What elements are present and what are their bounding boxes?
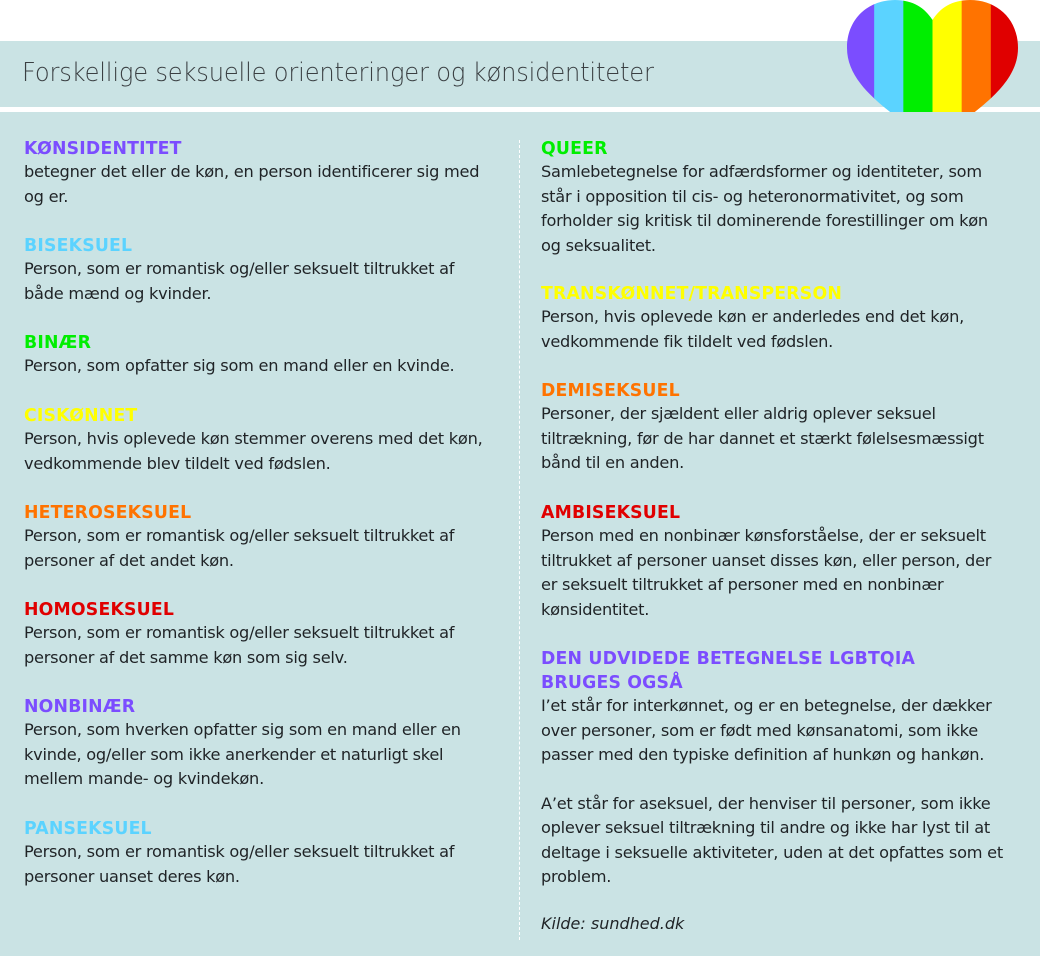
term-definition: Person, som hverken opfatter sig som en mand eller en kvinde, og/eller som ikke anerkender et naturligt skel mellem mande- og kvindekøn. <box>24 720 461 788</box>
term-konsidentitet <box>24 138 504 209</box>
term-definition: Person, som er romantisk og/eller seksuelt tiltrukket af personer uanset deres køn. <box>24 842 455 886</box>
term-definition: Personer, der sjældent eller aldrig oplever seksuel tiltrækning, før de har dannet et stærkt følelsesmæssigt bånd til en anden. <box>541 404 984 472</box>
term-transkonnet <box>541 283 1021 354</box>
term-definition: Person, hvis oplevede køn stemmer overens med det køn, vedkommende blev tildelt ved fødslen. <box>24 429 483 473</box>
column-divider <box>519 140 520 940</box>
term-heading: DEMISEKSUEL <box>541 380 680 401</box>
term-heading-line: BRUGES OGSÅ <box>541 672 683 693</box>
term-heading-line: DEN UDVIDEDE BETEGNELSE LGBTQIA <box>541 648 916 669</box>
term-definition: Person, som opfatter sig som en mand eller en kvinde. <box>24 356 455 375</box>
term-nonbinaer <box>24 696 504 792</box>
term-heading: NONBINÆR <box>24 696 136 717</box>
term-heading: TRANSKØNNET/TRANSPERSON <box>541 283 842 304</box>
term-heading: QUEER <box>541 138 608 159</box>
term-heading: PANSEKSUEL <box>24 818 152 839</box>
term-heading: BINÆR <box>24 332 92 353</box>
term-definition: Person, hvis oplevede køn er anderledes end det køn, vedkommende fik tildelt ved fødslen. <box>541 307 964 351</box>
term-homoseksuel <box>24 599 504 670</box>
page-title: Forskellige seksuelle orienteringer og kønsidentiteter <box>22 58 654 88</box>
term-lgbtqia <box>541 648 1021 890</box>
term-definition: Person, som er romantisk og/eller seksuelt tiltrukket af både mænd og kvinder. <box>24 259 455 303</box>
source-credit: Kilde: sundhed.dk <box>541 914 685 933</box>
term-ciskonnet <box>24 405 504 476</box>
term-ambiseksuel <box>541 502 1021 622</box>
term-biseksuel <box>24 235 504 306</box>
term-heading: BISEKSUEL <box>24 235 133 256</box>
term-queer <box>541 138 1021 258</box>
term-heading: KØNSIDENTITET <box>24 138 182 159</box>
term-heading: HOMOSEKSUEL <box>24 599 175 620</box>
term-panseksuel <box>24 818 504 889</box>
term-heading: AMBISEKSUEL <box>541 502 681 523</box>
term-definition: Person, som er romantisk og/eller seksuelt tiltrukket af personer af det andet køn. <box>24 526 455 570</box>
term-heading: HETEROSEKSUEL <box>24 502 192 523</box>
term-demiseksuel <box>541 380 1021 476</box>
term-binaer <box>24 332 504 379</box>
term-heteroseksuel <box>24 502 504 573</box>
term-heading: CISKØNNET <box>24 405 138 426</box>
term-definition: Samlebetegnelse for adfærdsformer og identiteter, som står i opposition til cis- og heteronormativitet, og som forholder sig kritisk til dominerende forestillinger om køn og seksualitet. <box>541 162 988 255</box>
term-definition-2: A’et står for aseksuel, der henviser til personer, som ikke oplever seksuel tiltrækning til andre og ikke har lyst til at deltage i seksuelle aktiviteter, uden at det opfattes som et problem. <box>541 793 1003 886</box>
term-definition: Person med en nonbinær kønsforståelse, der er seksuelt tiltrukket af personer uanset disses køn, eller person, der er seksuelt tiltrukket af personer med en nonbinær kønsidentitet. <box>541 526 992 619</box>
term-definition: I’et står for interkønnet, og er en betegnelse, der dækker over personer, som er født med kønsanatomi, som ikke passer med den typiske definition af hunkøn og hankøn. <box>541 696 992 764</box>
term-definition: betegner det eller de køn, en person identificerer sig med og er. <box>24 162 480 206</box>
term-definition: Person, som er romantisk og/eller seksuelt tiltrukket af personer af det samme køn som sig selv. <box>24 623 455 667</box>
